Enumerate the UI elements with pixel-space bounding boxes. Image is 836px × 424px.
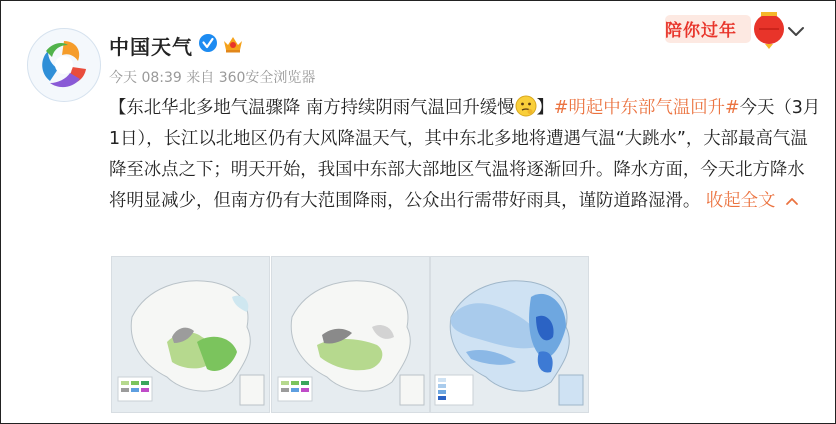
weather-map-thumbnail-2[interactable] — [271, 256, 430, 413]
china-weather-logo-icon — [28, 29, 100, 101]
festival-text: 陪你过年 — [665, 21, 737, 41]
thinking-face-icon — [515, 95, 537, 117]
hashtag-link[interactable]: #明起中东部气温回升# — [553, 98, 740, 118]
precipitation-map-image — [272, 257, 429, 412]
post-source[interactable]: 360安全浏览器 — [218, 70, 316, 86]
verified-badge-icon — [199, 34, 217, 52]
post-headline-end: 】 — [536, 98, 554, 118]
post-headline: 【东北华北多地气温骤降 南方持续阴雨气温回升缓慢 — [109, 98, 515, 118]
crown-icon — [222, 35, 244, 53]
account-name[interactable]: 中国天气 — [109, 35, 193, 59]
collapse-text-button[interactable] — [706, 191, 800, 211]
collapse-label: 收起全文 — [705, 191, 776, 211]
precipitation-map-image — [112, 257, 269, 412]
source-prefix: 来自 — [186, 70, 215, 86]
weather-map-thumbnail-3[interactable] — [430, 256, 589, 413]
chevron-up-icon — [785, 196, 799, 206]
post-time[interactable]: 今天 08:39 — [109, 70, 182, 86]
post-text — [109, 93, 821, 217]
weather-map-thumbnail-1[interactable] — [111, 256, 270, 413]
post-body: 今天（3月1日），长江以北地区仍有大风降温天气，其中东北多地将遭遇气温“大跳水”，大部最高气温降至冰点之下；明天开始，我国中东部大部地区气温将逐渐回升。降水方面，今天北方降水将明显减少，但南方仍有大范围降雨，公众出行需带好雨具，谨防道路湿滑。 — [109, 98, 821, 211]
chevron-down-icon[interactable] — [787, 26, 805, 38]
account-avatar[interactable] — [27, 28, 101, 102]
post-meta — [109, 67, 315, 87]
cold-wave-map-image — [431, 257, 588, 412]
